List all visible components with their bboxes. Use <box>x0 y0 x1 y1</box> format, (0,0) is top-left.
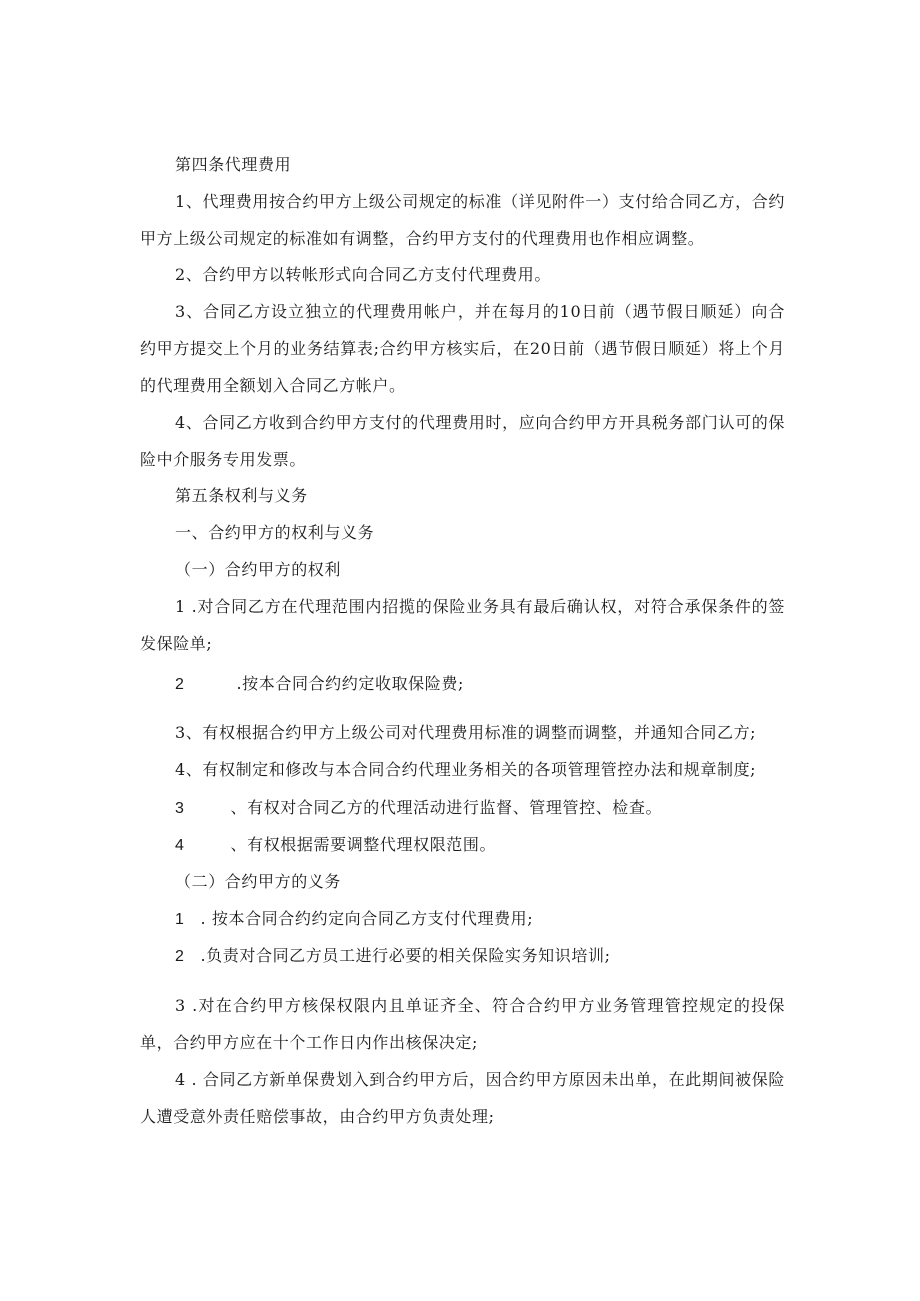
duties-item-2-text: .负责对合同乙方员工进行必要的相关保险实务知识培训; <box>200 946 611 965</box>
rights-item-5 <box>140 789 820 827</box>
article4-item-1: 1、代理费用按合约甲方上级公司规定的标准（详见附件一）支付给合同乙方，合约甲方上级公司规定的标准如有调整，合约甲方支付的代理费用也作相应调整。 <box>140 192 785 248</box>
rights-item-5-text: 、有权对合同乙方的代理活动进行监督、管理管控、检查。 <box>230 798 663 817</box>
duties-heading: （二）合约甲方的义务 <box>175 872 342 891</box>
article5-heading: 第五条权利与义务 <box>175 486 308 505</box>
article5-section1: 一、合约甲方的权利与义务 <box>175 523 375 542</box>
rights-item-2 <box>140 665 820 703</box>
duties-item-4: 4 . 合同乙方新单保费划入到合约甲方后，因合约甲方原因未出单，在此期间被保险人遭受意外责任赔偿事故，由合约甲方负责处理; <box>140 1070 785 1126</box>
article4-item-2: 2、合约甲方以转帐形式向合同乙方支付代理费用。 <box>175 265 551 284</box>
rights-item-6-text: 、有权根据需要调整代理权限范围。 <box>230 835 497 854</box>
rights-item-3: 3、有权根据合约甲方上级公司对代理费用标准的调整而调整，并通知合同乙方; <box>175 723 757 742</box>
duties-item-3: 3 .对在合约甲方核保权限内且单证齐全、符合合约甲方业务管理管控规定的投保单，合约甲方应在十个工作日内作出核保决定; <box>140 996 785 1052</box>
duties-item-2 <box>140 937 820 975</box>
duties-item-1 <box>140 900 820 938</box>
rights-item-6-number: 4 <box>175 837 185 854</box>
rights-heading: （一）合约甲方的权利 <box>175 560 342 579</box>
rights-item-2-text: .按本合同合约约定收取保险费; <box>236 674 464 693</box>
rights-item-2-number: 2 <box>175 676 185 693</box>
rights-item-4: 4、有权制定和修改与本合同合约代理业务相关的各项管理管控办法和规章制度; <box>175 760 757 779</box>
duties-item-1-number: 1 <box>175 911 185 928</box>
rights-item-6 <box>140 826 820 864</box>
duties-item-2-number: 2 <box>175 948 185 965</box>
article4-item-3: 3、合同乙方设立独立的代理费用帐户，并在每月的10日前（遇节假日顺延）向合约甲方提交上个月的业务结算表;合约甲方核实后，在20日前（遇节假日顺延）将上个月的代理费用全额划入合同乙方帐户。 <box>140 302 785 395</box>
article4-heading: 第四条代理费用 <box>175 155 292 174</box>
rights-item-1: 1 .对合同乙方在代理范围内招揽的保险业务具有最后确认权，对符合承保条件的签发保险单; <box>140 597 785 653</box>
duties-item-1-text: . 按本合同合约约定向合同乙方支付代理费用; <box>200 909 534 928</box>
rights-item-5-number: 3 <box>175 800 185 817</box>
article4-item-4: 4、合同乙方收到合约甲方支付的代理费用时，应向合约甲方开具税务部门认可的保险中介服务专用发票。 <box>140 413 785 469</box>
